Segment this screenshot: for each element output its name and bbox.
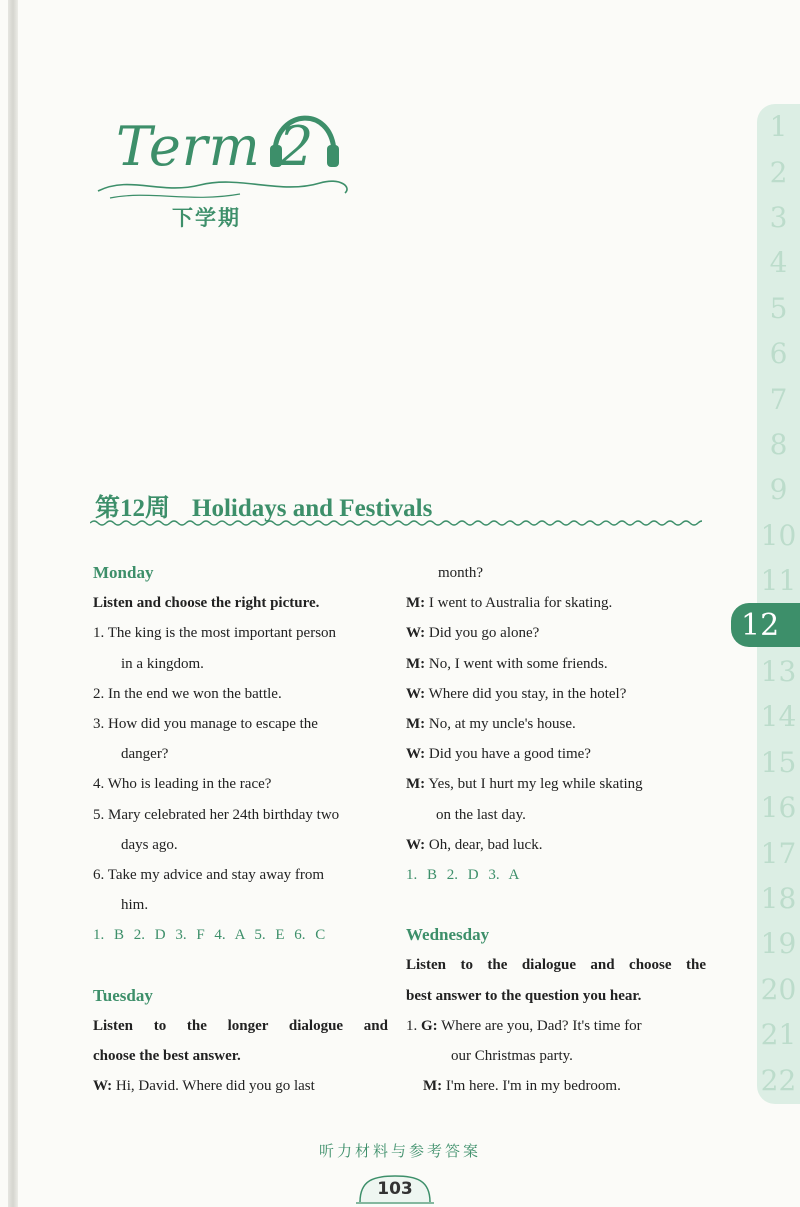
dialogue-line-cont: on the last day. (436, 806, 526, 823)
list-item-cont: in a kingdom. (121, 655, 204, 672)
week-label: 第12周 (95, 495, 171, 522)
week-tab-19[interactable]: 19 (760, 927, 797, 961)
dialogue-line: M: Yes, but I hurt my leg while skating (406, 776, 643, 793)
list-item: 5. Mary celebrated her 24th birthday two (93, 806, 340, 823)
tuesday-instruction-line1: Listen to the longer dialogue and (93, 1017, 388, 1034)
wednesday-instruction-line1: Listen to the dialogue and choose the (406, 957, 706, 974)
dialogue-line: W: Did you go alone? (406, 625, 540, 642)
week-tab-4[interactable]: 4 (769, 246, 788, 280)
week-tab-20[interactable]: 20 (760, 972, 797, 1006)
week-tab-22[interactable]: 22 (760, 1063, 797, 1097)
heading-wavy-underline (90, 517, 702, 529)
list-item: 4. Who is leading in the race? (93, 776, 272, 793)
dialogue-line: W: Where did you stay, in the hotel? (406, 685, 627, 702)
week-tab-1[interactable]: 1 (769, 110, 788, 144)
term-logo (90, 95, 365, 245)
dialogue-line: 1. G: Where are you, Dad? It's time for (406, 1017, 642, 1034)
page-number-badge (354, 1172, 436, 1206)
dialogue-line-cont: month? (438, 565, 483, 581)
week-tab-6[interactable]: 6 (769, 337, 788, 371)
semester-label: 下学期 (172, 206, 241, 230)
list-item-cont: him. (121, 897, 149, 914)
section-title: 听力材料与参考答案 (318, 1142, 481, 1160)
list-item: 6. Take my advice and stay away from (93, 867, 325, 884)
list-item: 3. How did you manage to escape the (93, 716, 318, 733)
list-item-cont: days ago. (121, 836, 178, 853)
week-tab-15[interactable]: 15 (760, 745, 797, 779)
week-tab-11[interactable]: 11 (760, 564, 797, 598)
week-tab-12[interactable]: 12 (731, 603, 800, 647)
dialogue-line: M: No, I went with some friends. (406, 655, 608, 672)
dialogue-line: W: Oh, dear, bad luck. (406, 836, 543, 853)
week-tab-13[interactable]: 13 (760, 654, 797, 688)
list-item: 2. In the end we won the battle. (93, 685, 282, 702)
monday-heading: Monday (93, 563, 154, 582)
week-tab-5[interactable]: 5 (769, 291, 788, 325)
tuesday-answers: 1. B 2. D 3. A (406, 867, 520, 884)
left-column (93, 558, 388, 1101)
dialogue-line: W: Hi, David. Where did you go last (93, 1078, 315, 1095)
week-tab-2[interactable]: 2 (769, 155, 788, 189)
term-title: Term 2 (116, 115, 315, 178)
week-tab-3[interactable]: 3 (769, 200, 788, 234)
week-tab-17[interactable]: 17 (760, 836, 797, 870)
dialogue-line-cont: our Christmas party. (451, 1048, 573, 1065)
week-tab-16[interactable]: 16 (760, 791, 797, 825)
wednesday-instruction-line2: best answer to the question you hear. (406, 987, 642, 1004)
week-tab-7[interactable]: 7 (769, 382, 788, 416)
tuesday-instruction-line2: choose the best answer. (93, 1048, 241, 1065)
week-tab-9[interactable]: 9 (769, 473, 788, 507)
dialogue-line: W: Did you have a good time? (406, 746, 591, 763)
week-tab-14[interactable]: 14 (760, 700, 797, 734)
wednesday-heading: Wednesday (406, 925, 490, 945)
right-column (406, 558, 706, 1101)
dialogue-line: M: I'm here. I'm in my bedroom. (423, 1078, 621, 1095)
page-number: 103 (377, 1179, 413, 1199)
dialogue-line: M: I went to Australia for skating. (406, 595, 613, 612)
list-item-cont: danger? (121, 746, 169, 763)
week-tab-21[interactable]: 21 (760, 1018, 797, 1052)
week-title: Holidays and Festivals (192, 495, 433, 522)
monday-answers: 1. B 2. D 3. F 4. A 5. E 6. C (93, 927, 326, 944)
list-item: 1. The king is the most important person (93, 625, 337, 642)
week-tab-8[interactable]: 8 (769, 427, 788, 461)
tuesday-heading: Tuesday (93, 985, 153, 1005)
week-tabs (741, 104, 800, 1104)
monday-instruction: Listen and choose the right picture. (93, 595, 320, 612)
page-binding-edge (8, 0, 18, 1207)
dialogue-line: M: No, at my uncle's house. (406, 716, 576, 733)
week-tab-10[interactable]: 10 (760, 518, 797, 552)
week-tab-18[interactable]: 18 (760, 881, 797, 915)
